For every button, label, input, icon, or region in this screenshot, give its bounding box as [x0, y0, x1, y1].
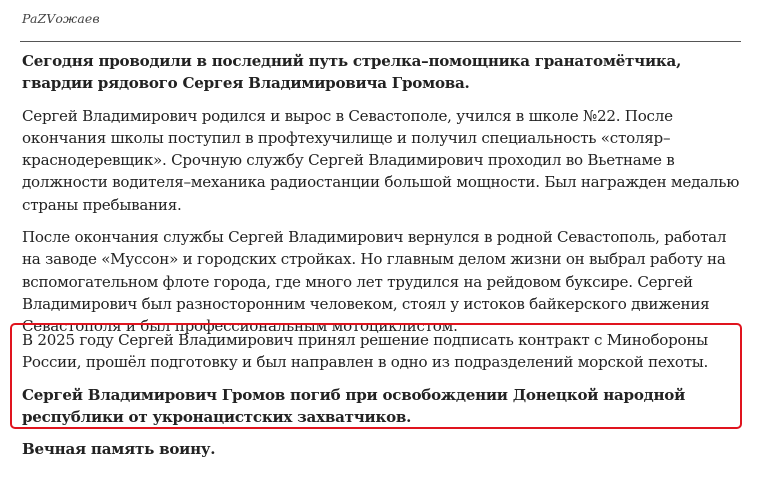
biography-paragraph: Сергей Владимирович родился и вырос в Севастополе, учился в школе №22. После окончания школы поступил в профтехучилище и получил специальность «столяр–краснодеревщик». Срочную службу Сергей Владимирович проходил во Вьетнаме в должности водителя–механика радиостанции большой мощности. Был награжден медалью страны пребывания. [22, 106, 740, 214]
death-paragraph: Сергей Владимирович Громов погиб при освобождении Донецкой народной республики от укронацистских захватчиков. [22, 385, 686, 426]
highlighted-section [22, 329, 744, 428]
career-paragraph: После окончания службы Сергей Владимирович вернулся в родной Севастополь, работал на заводе «Муссон» и городских стройках. Но главным делом жизни он выбрал работу на вспомогательном флоте города, где много лет трудился на рейдовом буксире. Сергей Владимирович был разносторонним человеком, стоял у истоков байкерского движения Севастополя и был профессиональным мотоциклистом. [22, 228, 727, 336]
closing-paragraph: Вечная память воину. [22, 440, 216, 458]
header-divider [20, 41, 741, 42]
source-label: PaZVожаев [22, 11, 100, 26]
article-body [22, 50, 744, 346]
lead-paragraph: Сегодня проводили в последний путь стрелка–помощника гранатомётчика, гвардии рядового Сергея Владимировича Громова. [22, 52, 682, 93]
contract-paragraph: В 2025 году Сергей Владимирович принял решение подписать контракт с Минобороны России, прошёл подготовку и был направлен в одно из подразделений морской пехоты. [22, 331, 709, 372]
closing-section [22, 438, 744, 460]
